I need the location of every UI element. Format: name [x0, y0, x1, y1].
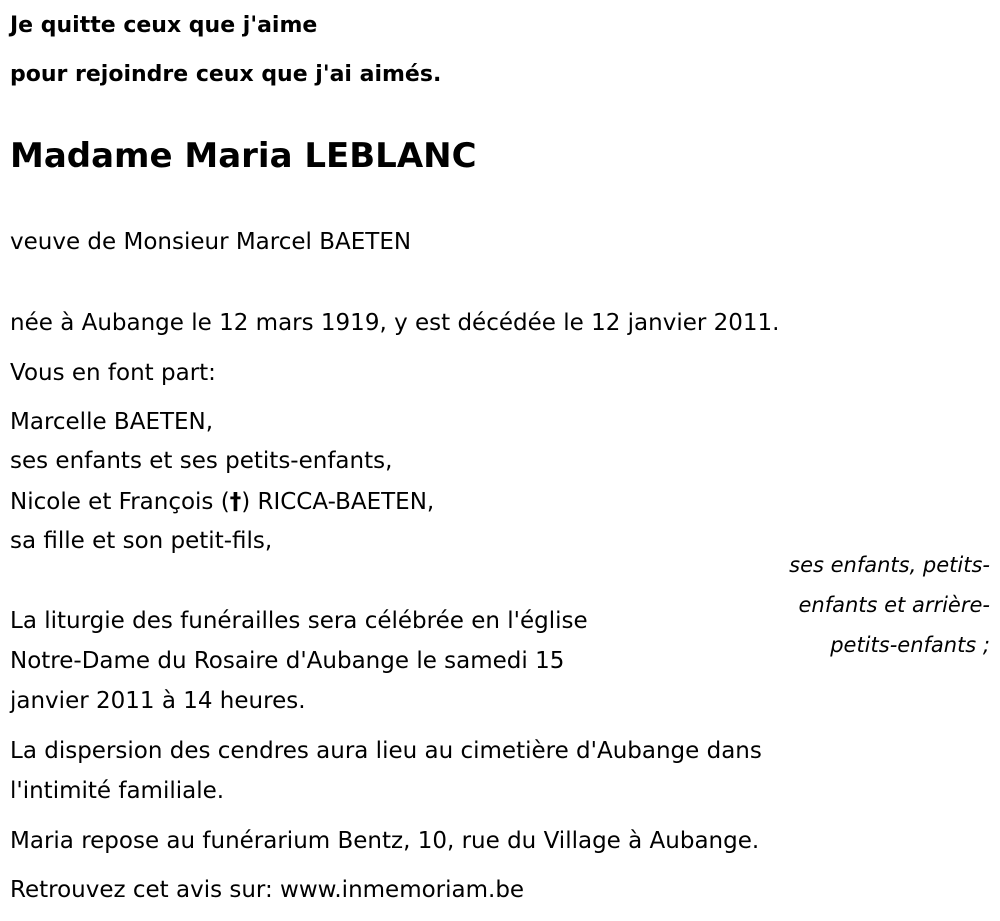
family-line-3-before: Nicole et François ( [10, 489, 230, 515]
liturgy-line-3: janvier 2011 à 14 heures. [10, 688, 306, 714]
liturgy-line-1: La liturgie des funérailles sera célébrée en l'église [10, 608, 588, 634]
side-note-line-2: enfants et arrière- [798, 593, 990, 617]
family-line-3-after: ) RICCA-BAETEN, [241, 489, 435, 515]
dispersion-line-2: l'intimité familiale. [10, 778, 225, 804]
announcement-intro: Vous en font part: [10, 360, 216, 386]
family-line-1: Marcelle BAETEN, [10, 409, 214, 435]
family-line-3 [10, 482, 434, 522]
family-line-4: sa fille et son petit-fils, [10, 528, 273, 554]
website-line: Retrouvez cet avis sur: www.inmemoriam.be [10, 877, 525, 903]
deceased-name: Madame Maria LEBLANC [10, 136, 477, 176]
epigraph-line-1: Je quitte ceux que j'aime [10, 13, 318, 38]
dispersion-line-1: La dispersion des cendres aura lieu au cimetière d'Aubange dans [10, 738, 762, 764]
funerarium-line: Maria repose au funérarium Bentz, 10, rue du Village à Aubange. [10, 828, 760, 854]
side-note-line-1: ses enfants, petits- [789, 553, 990, 577]
epigraph-line-2: pour rejoindre ceux que j'ai aimés. [10, 62, 442, 87]
side-note-line-3: petits-enfants ; [830, 633, 990, 657]
family-line-2: ses enfants et ses petits-enfants, [10, 448, 393, 474]
spouse-line: veuve de Monsieur Marcel BAETEN [10, 229, 412, 255]
birth-death-line: née à Aubange le 12 mars 1919, y est décédée le 12 janvier 2011. [10, 310, 780, 336]
liturgy-line-2: Notre-Dame du Rosaire d'Aubange le samedi 15 [10, 648, 565, 674]
cross-icon: † [229, 489, 242, 515]
